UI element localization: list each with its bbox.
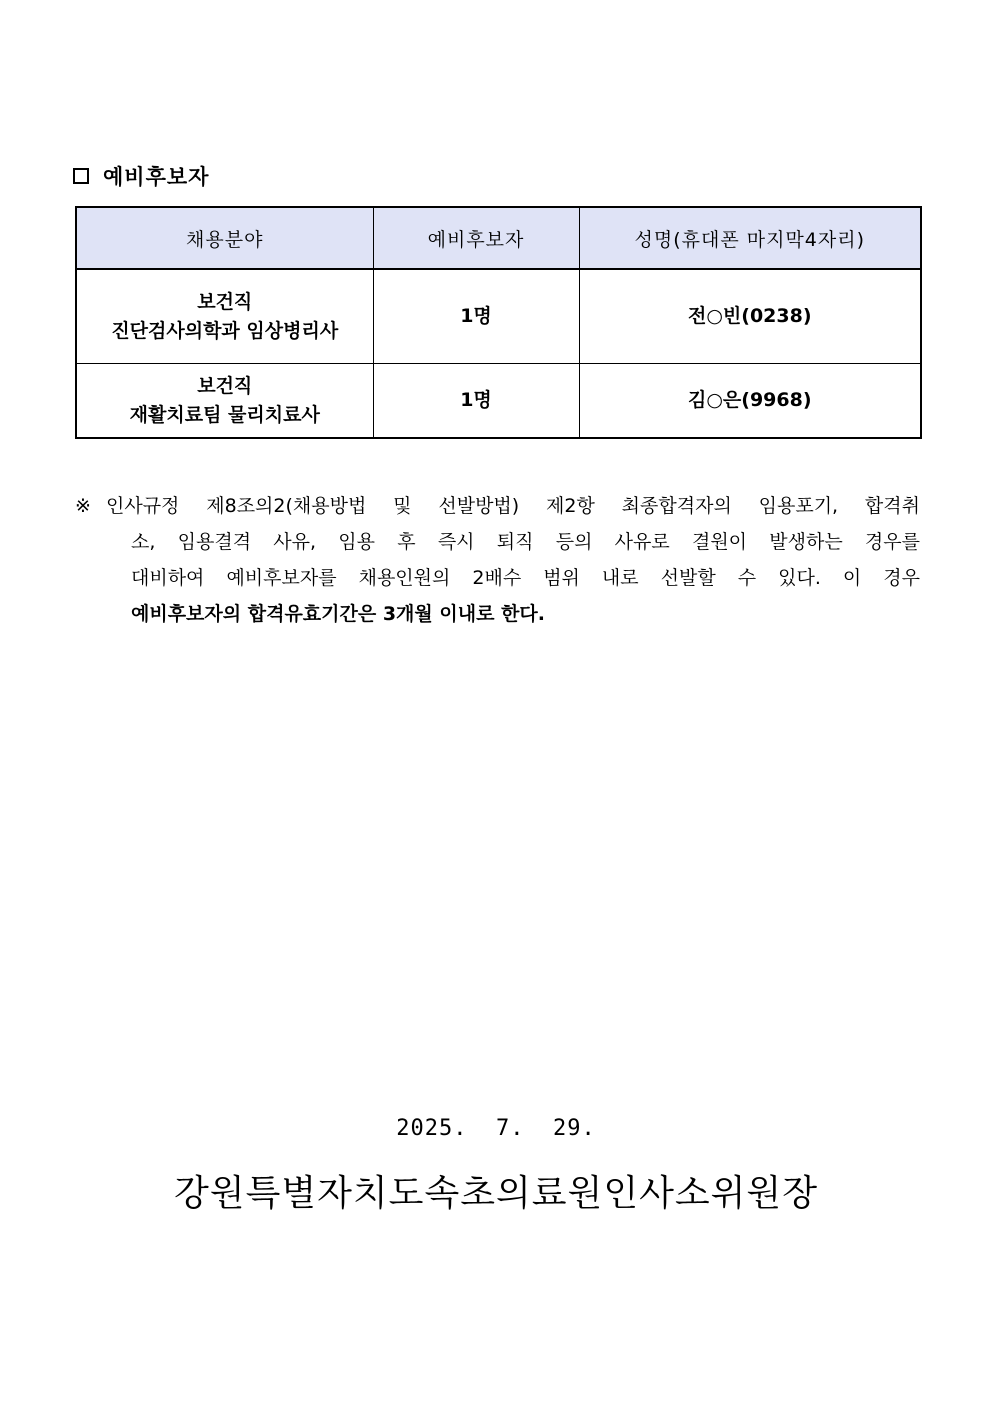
table-header-row (76, 207, 921, 269)
document-date: 2025. 7. 29. (396, 1116, 596, 1141)
note-line-emphasis: 예비후보자의 합격유효기간은 3개월 이내로 한다. (131, 603, 545, 625)
header-name: 성명(휴대폰 마지막4자리) (579, 207, 921, 269)
header-reserve-count: 예비후보자 (373, 207, 579, 269)
table-row (76, 269, 921, 364)
section-title-text: 예비후보자 (103, 165, 210, 189)
field-cell (76, 364, 373, 439)
table-row (76, 364, 921, 439)
count-cell: 1명 (373, 364, 579, 439)
note-mark: ※ (75, 495, 91, 517)
field-position: 재활치료팀 물리치료사 (129, 403, 320, 426)
count-cell: 1명 (373, 269, 579, 364)
reserve-candidates-table (75, 206, 922, 439)
section-title (73, 160, 209, 192)
name-cell: 전○빈(0238) (579, 269, 921, 364)
field-category: 보건직 (197, 374, 253, 397)
field-position: 진단검사의학과 임상병리사 (111, 319, 339, 342)
note-paragraph (75, 488, 920, 632)
checkbox-icon (73, 168, 89, 184)
issuer-title: 강원특별자치도속초의료원인사소위원장 (174, 1173, 818, 1214)
field-cell (76, 269, 373, 364)
note-line: 대비하여 예비후보자를 채용인원의 2배수 범위 내로 선발할 수 있다. 이 경우 (131, 567, 920, 589)
note-line: 인사규정 제8조의2(채용방법 및 선발방법) 제2항 최종합격자의 임용포기, 합격취 (106, 495, 920, 517)
note-line: 소, 임용결격 사유, 임용 후 즉시 퇴직 등의 사유로 결원이 발생하는 경우를 (131, 531, 920, 553)
header-field: 채용분야 (76, 207, 373, 269)
name-cell: 김○은(9968) (579, 364, 921, 439)
field-category: 보건직 (197, 290, 253, 313)
